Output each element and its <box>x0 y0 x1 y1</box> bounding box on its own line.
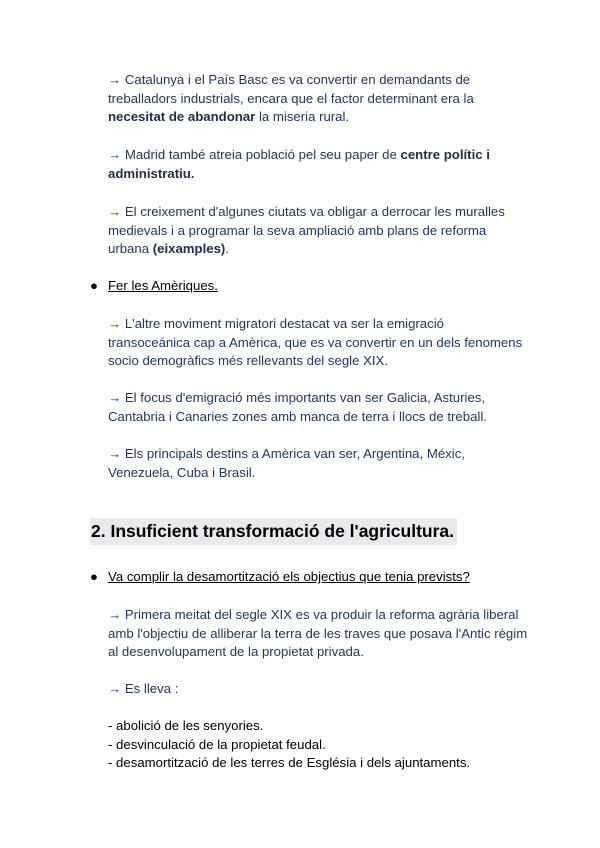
bold-text: (eixamples) <box>152 241 226 256</box>
bullet-icon: ● <box>90 569 98 584</box>
list-item: - desvinculació de la propietat feudal. <box>108 736 326 752</box>
measures-list <box>108 717 470 773</box>
bullet-icon: ● <box>90 278 98 293</box>
text: . <box>225 241 229 256</box>
paragraph-reforma-agraria: → Primera meitat del segle XIX es va produir la reforma agrària liberal amb l'objectiu de alliberar la terra de les traves que posava l'Antic règim al desenvolupament de la propietat privada. <box>108 607 528 659</box>
list-item: - desamortització de les terres de Església i dels ajuntaments. <box>108 755 471 770</box>
paragraph-destins: → Els principals destins a Amèrica van ser, Argentina, Méxic, Venezuela, Cuba i Brasil. <box>108 446 465 480</box>
section-heading: 2. Insuficient transformació de l'agricultura. <box>90 518 457 545</box>
text: la miseria rural. <box>255 109 350 124</box>
paragraph-ciutats <box>108 203 528 259</box>
list-item: - abolició de les senyories. <box>108 718 264 733</box>
paragraph-es-lleva: → Es lleva : <box>108 681 179 696</box>
text: → El creixement d'algunes ciutats va obligar a derrocar les muralles medievals i a programar la seva ampliació amb plans de reforma urbana <box>108 204 505 256</box>
bullet-desamortitzacio <box>90 568 470 587</box>
bullet-fer-les-americas <box>90 277 218 296</box>
text: → Madrid també atreia població pel seu paper de <box>108 147 401 162</box>
bold-text: necesitat de abandonar <box>108 109 256 124</box>
bullet-text: Va complir la desamortització els objectius que tenia prevists? <box>108 569 470 584</box>
text: → Catalunya i el País Basc es va convertir en demandants de treballadors industrials, encara que el factor determinant era la <box>108 72 474 106</box>
paragraph-focus: → El focus d'emigració més importants van ser Galicia, Asturies, Cantabria i Canaries zones amb manca de terra i llocs de treball. <box>108 390 487 424</box>
bullet-text: Fer les Amèriques. <box>108 278 218 293</box>
paragraph-emigracio: → L'altre moviment migratori destacat va ser la emigració transoceánica cap a Amèrica, que es va convertir en un dels fenomens socio demogràfics més rellevants del segle XIX. <box>108 316 523 368</box>
paragraph-madrid <box>108 146 528 183</box>
bold-text: centre polític i administratiu. <box>108 147 490 181</box>
paragraph-catalunya <box>108 71 528 127</box>
